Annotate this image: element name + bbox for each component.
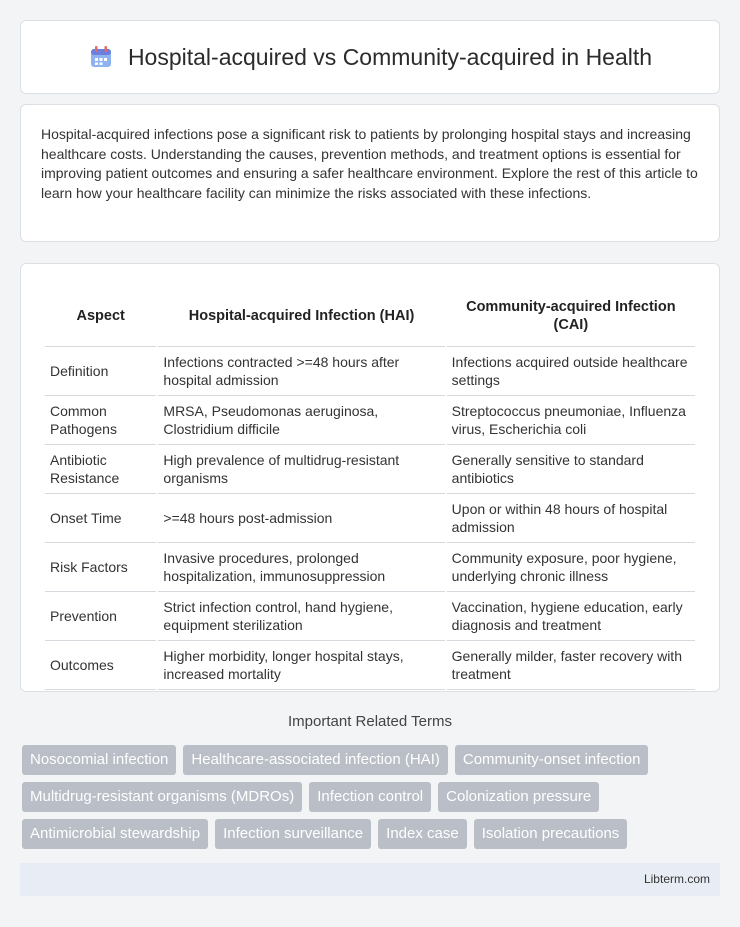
footer-site-link[interactable]: Libterm.com	[643, 872, 710, 886]
table-cell: Higher morbidity, longer hospital stays, increased mortality	[158, 641, 444, 690]
related-term-tag[interactable]: Infection surveillance	[215, 819, 371, 849]
related-terms-title: Important Related Terms	[288, 713, 452, 730]
table-row	[45, 494, 695, 543]
intro-card	[20, 104, 720, 242]
related-term-tag[interactable]: Antimicrobial stewardship	[22, 819, 208, 849]
tag-row	[22, 782, 722, 812]
column-header: Hospital-acquired Infection (HAI)	[158, 285, 444, 347]
table-cell: Common Pathogens	[45, 396, 156, 445]
related-term-tag[interactable]: Healthcare-associated infection (HAI)	[183, 745, 447, 775]
comparison-table-card	[20, 263, 720, 692]
table-cell: Infections acquired outside healthcare settings	[447, 347, 695, 396]
table-cell: High prevalence of multidrug-resistant organisms	[158, 445, 444, 494]
calendar-icon	[88, 44, 114, 70]
column-header: Aspect	[45, 285, 156, 347]
comparison-table	[43, 285, 697, 690]
related-term-tag[interactable]: Community-onset infection	[455, 745, 649, 775]
table-cell: Generally milder, faster recovery with treatment	[447, 641, 695, 690]
table-row	[45, 347, 695, 396]
related-term-tag[interactable]: Infection control	[309, 782, 431, 812]
footer	[20, 863, 720, 896]
table-cell: Generally sensitive to standard antibiotics	[447, 445, 695, 494]
table-cell: Outcomes	[45, 641, 156, 690]
table-row	[45, 543, 695, 592]
table-cell: Antibiotic Resistance	[45, 445, 156, 494]
related-terms	[22, 745, 722, 856]
table-row	[45, 396, 695, 445]
table-cell: Upon or within 48 hours of hospital admission	[447, 494, 695, 543]
related-term-tag[interactable]: Multidrug-resistant organisms (MDROs)	[22, 782, 302, 812]
table-row	[45, 592, 695, 641]
header-card	[20, 20, 720, 94]
table-cell: Infections contracted >=48 hours after hospital admission	[158, 347, 444, 396]
table-cell: Definition	[45, 347, 156, 396]
table-cell: Streptococcus pneumoniae, Influenza virus, Escherichia coli	[447, 396, 695, 445]
table-row	[45, 445, 695, 494]
related-term-tag[interactable]: Nosocomial infection	[22, 745, 176, 775]
table-cell: Risk Factors	[45, 543, 156, 592]
table-cell: Invasive procedures, prolonged hospitalization, immunosuppression	[158, 543, 444, 592]
table-cell: Onset Time	[45, 494, 156, 543]
table-cell: Community exposure, poor hygiene, underlying chronic illness	[447, 543, 695, 592]
intro-text: Hospital-acquired infections pose a significant risk to patients by prolonging hospital stays and increasing healthcare costs. Understanding the causes, prevention methods, and treatment options is essential for improving patient outcomes and ensuring a safer healthcare environment. Explore the rest of this article to learn how your healthcare facility can minimize the risks associated with these infections.	[41, 126, 698, 201]
table-cell: Strict infection control, hand hygiene, equipment sterilization	[158, 592, 444, 641]
table-cell: Vaccination, hygiene education, early diagnosis and treatment	[447, 592, 695, 641]
table-header-row	[45, 285, 695, 347]
column-header: Community-acquired Infection (CAI)	[447, 285, 695, 347]
table-cell: Prevention	[45, 592, 156, 641]
table-cell: MRSA, Pseudomonas aeruginosa, Clostridium difficile	[158, 396, 444, 445]
table-row	[45, 641, 695, 690]
related-term-tag[interactable]: Isolation precautions	[474, 819, 628, 849]
related-term-tag[interactable]: Index case	[378, 819, 467, 849]
tag-row	[22, 745, 722, 775]
tag-row	[22, 819, 722, 849]
table-cell: >=48 hours post-admission	[158, 494, 444, 543]
related-term-tag[interactable]: Colonization pressure	[438, 782, 599, 812]
page-title: Hospital-acquired vs Community-acquired in Health	[127, 43, 653, 70]
